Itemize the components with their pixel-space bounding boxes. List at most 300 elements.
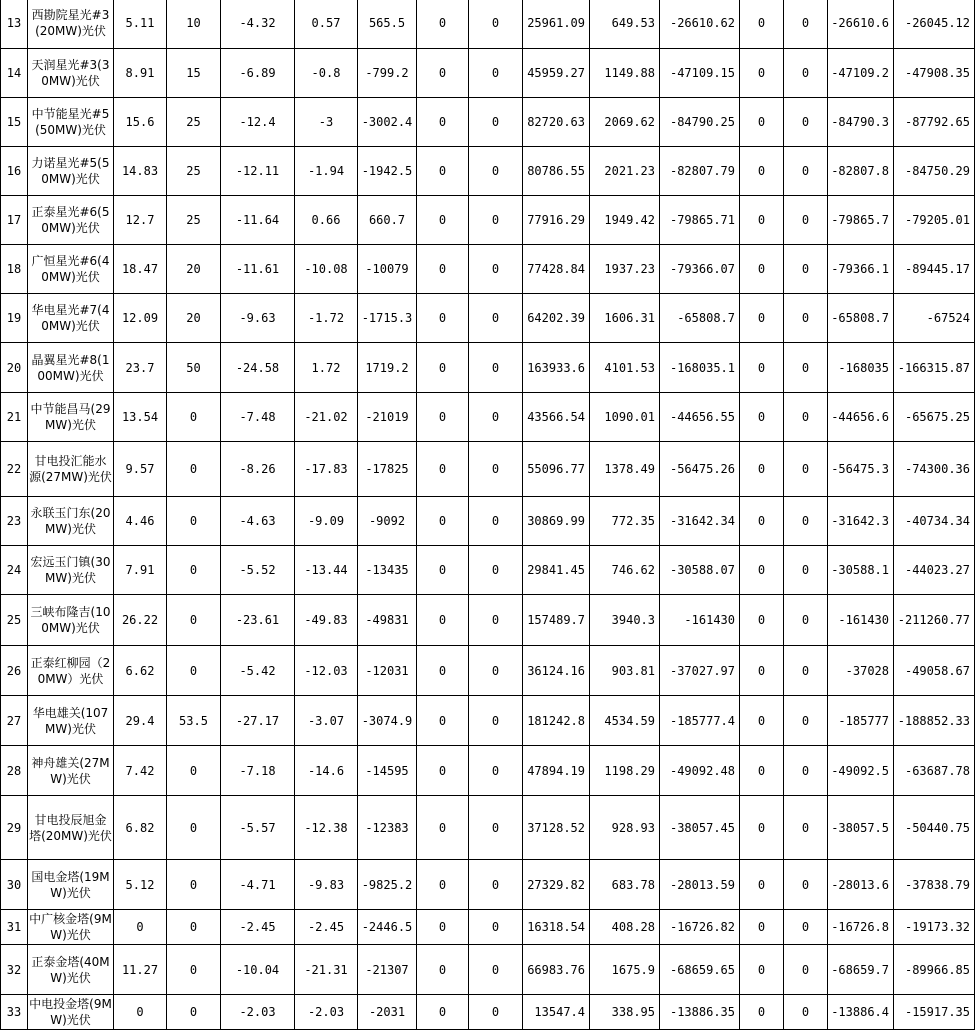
plant-name-cell: 中电投金塔(9MW)光伏	[28, 995, 114, 1030]
value-cell: 0	[114, 910, 167, 945]
value-cell: 0	[167, 995, 221, 1030]
value-cell: 10	[167, 0, 221, 49]
value-cell: 1378.49	[590, 442, 660, 497]
value-cell: 903.81	[590, 646, 660, 696]
value-cell: -68659.65	[660, 945, 740, 995]
value-cell: 0	[469, 546, 523, 595]
table-row	[1, 49, 975, 98]
value-cell: 47894.19	[523, 746, 590, 796]
value-cell: -65808.7	[660, 294, 740, 343]
value-cell: -4.32	[221, 0, 295, 49]
value-cell: 0	[740, 995, 784, 1030]
value-cell: 14.83	[114, 147, 167, 196]
value-cell: 0	[740, 860, 784, 910]
value-cell: 7.42	[114, 746, 167, 796]
value-cell: -28013.59	[660, 860, 740, 910]
value-cell: 1937.23	[590, 245, 660, 294]
table-row	[1, 746, 975, 796]
table-row	[1, 343, 975, 393]
table-row	[1, 595, 975, 646]
row-index-cell: 21	[1, 393, 28, 442]
value-cell: 1.72	[295, 343, 358, 393]
row-index-cell: 29	[1, 796, 28, 860]
value-cell: 12.7	[114, 196, 167, 245]
value-cell: -2.03	[295, 995, 358, 1030]
table-row	[1, 995, 975, 1030]
value-cell: -82807.79	[660, 147, 740, 196]
value-cell: -79205.01	[894, 196, 975, 245]
plant-name-cell: 广恒星光#6(40MW)光伏	[28, 245, 114, 294]
value-cell: 0	[417, 294, 469, 343]
row-index-cell: 27	[1, 696, 28, 746]
value-cell: -4.63	[221, 497, 295, 546]
value-cell: 0	[784, 696, 828, 746]
plant-name-cell: 甘电投汇能水源(27MW)光伏	[28, 442, 114, 497]
value-cell: 29.4	[114, 696, 167, 746]
value-cell: 0	[784, 595, 828, 646]
value-cell: -2031	[358, 995, 417, 1030]
table-row	[1, 442, 975, 497]
value-cell: 0	[417, 497, 469, 546]
plant-name-cell: 正泰星光#6(50MW)光伏	[28, 196, 114, 245]
value-cell: 683.78	[590, 860, 660, 910]
value-cell: 0	[740, 0, 784, 49]
value-cell: 0	[469, 995, 523, 1030]
plant-name-cell: 永联玉门东(20MW)光伏	[28, 497, 114, 546]
value-cell: -21019	[358, 393, 417, 442]
value-cell: -211260.77	[894, 595, 975, 646]
value-cell: 408.28	[590, 910, 660, 945]
value-cell: 157489.7	[523, 595, 590, 646]
value-cell: -6.89	[221, 49, 295, 98]
row-index-cell: 26	[1, 646, 28, 696]
value-cell: -2.03	[221, 995, 295, 1030]
table-row	[1, 860, 975, 910]
value-cell: 0	[469, 393, 523, 442]
value-cell: -15917.35	[894, 995, 975, 1030]
value-cell: -3002.4	[358, 98, 417, 147]
value-cell: -21.02	[295, 393, 358, 442]
value-cell: 0	[469, 0, 523, 49]
value-cell: -44023.27	[894, 546, 975, 595]
value-cell: 25	[167, 98, 221, 147]
value-cell: 0	[167, 860, 221, 910]
value-cell: 77916.29	[523, 196, 590, 245]
value-cell: -10079	[358, 245, 417, 294]
value-cell: 0	[417, 546, 469, 595]
value-cell: 0	[740, 910, 784, 945]
value-cell: 0	[469, 442, 523, 497]
value-cell: 36124.16	[523, 646, 590, 696]
table-row	[1, 393, 975, 442]
value-cell: -31642.34	[660, 497, 740, 546]
row-index-cell: 24	[1, 546, 28, 595]
plant-name-cell: 西勘院星光#3(20MW)光伏	[28, 0, 114, 49]
value-cell: 0	[469, 746, 523, 796]
value-cell: 16318.54	[523, 910, 590, 945]
value-cell: 0	[740, 546, 784, 595]
value-cell: -2446.5	[358, 910, 417, 945]
value-cell: 13.54	[114, 393, 167, 442]
value-cell: 0	[740, 696, 784, 746]
value-cell: -4.71	[221, 860, 295, 910]
value-cell: 0	[784, 995, 828, 1030]
plant-name-cell: 神舟雄关(27MW)光伏	[28, 746, 114, 796]
value-cell: 43566.54	[523, 393, 590, 442]
plant-name-cell: 力诺星光#5(50MW)光伏	[28, 147, 114, 196]
value-cell: -47109.15	[660, 49, 740, 98]
table-row	[1, 646, 975, 696]
value-cell: -11.64	[221, 196, 295, 245]
value-cell: 0	[469, 294, 523, 343]
value-cell: 0	[784, 860, 828, 910]
value-cell: 0	[469, 860, 523, 910]
value-cell: -2.45	[221, 910, 295, 945]
value-cell: 0	[417, 746, 469, 796]
value-cell: -5.57	[221, 796, 295, 860]
value-cell: 0	[740, 294, 784, 343]
value-cell: 15.6	[114, 98, 167, 147]
value-cell: -17.83	[295, 442, 358, 497]
value-cell: -79366.1	[828, 245, 894, 294]
row-index-cell: 25	[1, 595, 28, 646]
table-row	[1, 294, 975, 343]
value-cell: 0	[740, 343, 784, 393]
plant-name-cell: 华电星光#7(40MW)光伏	[28, 294, 114, 343]
value-cell: -82807.8	[828, 147, 894, 196]
value-cell: -79366.07	[660, 245, 740, 294]
value-cell: -68659.7	[828, 945, 894, 995]
value-cell: -5.52	[221, 546, 295, 595]
value-cell: -9825.2	[358, 860, 417, 910]
row-index-cell: 31	[1, 910, 28, 945]
value-cell: -84790.25	[660, 98, 740, 147]
value-cell: 26.22	[114, 595, 167, 646]
value-cell: 0	[417, 343, 469, 393]
value-cell: 1198.29	[590, 746, 660, 796]
value-cell: 0	[417, 393, 469, 442]
value-cell: 30869.99	[523, 497, 590, 546]
value-cell: 6.62	[114, 646, 167, 696]
value-cell: -37028	[828, 646, 894, 696]
value-cell: -11.61	[221, 245, 295, 294]
value-cell: 0	[417, 796, 469, 860]
table-row	[1, 796, 975, 860]
value-cell: -87792.65	[894, 98, 975, 147]
value-cell: 11.27	[114, 945, 167, 995]
value-cell: 27329.82	[523, 860, 590, 910]
value-cell: 15	[167, 49, 221, 98]
value-cell: -12383	[358, 796, 417, 860]
value-cell: 0	[784, 343, 828, 393]
plant-name-cell: 中节能星光#5(50MW)光伏	[28, 98, 114, 147]
value-cell: 0	[114, 995, 167, 1030]
row-index-cell: 18	[1, 245, 28, 294]
row-index-cell: 23	[1, 497, 28, 546]
value-cell: -12.11	[221, 147, 295, 196]
value-cell: -89966.85	[894, 945, 975, 995]
value-cell: 0	[469, 497, 523, 546]
value-cell: 0	[417, 245, 469, 294]
value-cell: -28013.6	[828, 860, 894, 910]
value-cell: 13547.4	[523, 995, 590, 1030]
plant-name-cell: 正泰红柳园（20MW）光伏	[28, 646, 114, 696]
value-cell: -74300.36	[894, 442, 975, 497]
plant-name-cell: 国电金塔(19MW)光伏	[28, 860, 114, 910]
value-cell: 0	[417, 98, 469, 147]
value-cell: 20	[167, 245, 221, 294]
table-row	[1, 696, 975, 746]
value-cell: 0	[784, 294, 828, 343]
value-cell: -13886.4	[828, 995, 894, 1030]
plant-name-cell: 中广核金塔(9MW)光伏	[28, 910, 114, 945]
row-index-cell: 20	[1, 343, 28, 393]
value-cell: 0	[167, 546, 221, 595]
value-cell: 0	[469, 98, 523, 147]
row-index-cell: 13	[1, 0, 28, 49]
value-cell: 12.09	[114, 294, 167, 343]
value-cell: 18.47	[114, 245, 167, 294]
value-cell: -17825	[358, 442, 417, 497]
value-cell: 0	[167, 796, 221, 860]
value-cell: -49.83	[295, 595, 358, 646]
value-cell: 0	[784, 796, 828, 860]
value-cell: -84750.29	[894, 147, 975, 196]
row-index-cell: 33	[1, 995, 28, 1030]
value-cell: 0	[740, 746, 784, 796]
value-cell: 5.11	[114, 0, 167, 49]
value-cell: 1719.2	[358, 343, 417, 393]
table-body	[1, 0, 975, 1030]
value-cell: 0	[167, 393, 221, 442]
value-cell: -65808.7	[828, 294, 894, 343]
value-cell: 0	[417, 196, 469, 245]
plant-name-cell: 天润星光#3(30MW)光伏	[28, 49, 114, 98]
value-cell: -24.58	[221, 343, 295, 393]
value-cell: 0	[784, 442, 828, 497]
value-cell: 29841.45	[523, 546, 590, 595]
plant-name-cell: 中节能昌马(29MW)光伏	[28, 393, 114, 442]
value-cell: 0	[469, 796, 523, 860]
value-cell: 0.57	[295, 0, 358, 49]
value-cell: -40734.34	[894, 497, 975, 546]
value-cell: -5.42	[221, 646, 295, 696]
value-cell: 82720.63	[523, 98, 590, 147]
value-cell: -21307	[358, 945, 417, 995]
value-cell: -49058.67	[894, 646, 975, 696]
value-cell: -168035	[828, 343, 894, 393]
value-cell: 3940.3	[590, 595, 660, 646]
value-cell: 55096.77	[523, 442, 590, 497]
value-cell: 4101.53	[590, 343, 660, 393]
row-index-cell: 14	[1, 49, 28, 98]
value-cell: 0	[167, 646, 221, 696]
value-cell: 1090.01	[590, 393, 660, 442]
value-cell: 0	[784, 393, 828, 442]
value-cell: 0	[469, 646, 523, 696]
table-row	[1, 98, 975, 147]
value-cell: 0	[417, 995, 469, 1030]
value-cell: 0	[469, 343, 523, 393]
value-cell: 0	[784, 49, 828, 98]
value-cell: -14.6	[295, 746, 358, 796]
value-cell: -7.18	[221, 746, 295, 796]
value-cell: -47109.2	[828, 49, 894, 98]
value-cell: 0	[167, 746, 221, 796]
value-cell: 565.5	[358, 0, 417, 49]
value-cell: -12.38	[295, 796, 358, 860]
value-cell: 0	[167, 945, 221, 995]
value-cell: 9.57	[114, 442, 167, 497]
value-cell: -21.31	[295, 945, 358, 995]
value-cell: -38057.45	[660, 796, 740, 860]
value-cell: -13.44	[295, 546, 358, 595]
value-cell: -89445.17	[894, 245, 975, 294]
value-cell: 0	[469, 147, 523, 196]
value-cell: -1715.3	[358, 294, 417, 343]
value-cell: -10.04	[221, 945, 295, 995]
value-cell: -9.09	[295, 497, 358, 546]
value-cell: -188852.33	[894, 696, 975, 746]
plant-name-cell: 甘电投辰旭金塔(20MW)光伏	[28, 796, 114, 860]
value-cell: 0	[417, 860, 469, 910]
value-cell: 0	[740, 646, 784, 696]
value-cell: 0	[784, 245, 828, 294]
value-cell: 0.66	[295, 196, 358, 245]
value-cell: 0	[784, 945, 828, 995]
value-cell: -79865.71	[660, 196, 740, 245]
value-cell: 2069.62	[590, 98, 660, 147]
value-cell: 0	[784, 646, 828, 696]
value-cell: -31642.3	[828, 497, 894, 546]
value-cell: -9092	[358, 497, 417, 546]
value-cell: -65675.25	[894, 393, 975, 442]
value-cell: 50	[167, 343, 221, 393]
value-cell: 7.91	[114, 546, 167, 595]
value-cell: 2021.23	[590, 147, 660, 196]
value-cell: 23.7	[114, 343, 167, 393]
value-cell: -161430	[828, 595, 894, 646]
value-cell: 0	[740, 245, 784, 294]
value-cell: 649.53	[590, 0, 660, 49]
value-cell: -56475.3	[828, 442, 894, 497]
value-cell: -161430	[660, 595, 740, 646]
value-cell: -30588.07	[660, 546, 740, 595]
value-cell: -27.17	[221, 696, 295, 746]
table-row	[1, 497, 975, 546]
value-cell: -26610.62	[660, 0, 740, 49]
value-cell: 0	[417, 646, 469, 696]
row-index-cell: 30	[1, 860, 28, 910]
value-cell: -37027.97	[660, 646, 740, 696]
value-cell: -14595	[358, 746, 417, 796]
value-cell: -799.2	[358, 49, 417, 98]
value-cell: 5.12	[114, 860, 167, 910]
value-cell: 0	[167, 497, 221, 546]
value-cell: 0	[740, 147, 784, 196]
value-cell: 4.46	[114, 497, 167, 546]
value-cell: 4534.59	[590, 696, 660, 746]
value-cell: -56475.26	[660, 442, 740, 497]
value-cell: 0	[167, 595, 221, 646]
value-cell: -185777.4	[660, 696, 740, 746]
value-cell: -19173.32	[894, 910, 975, 945]
value-cell: -44656.55	[660, 393, 740, 442]
table-row	[1, 945, 975, 995]
value-cell: -63687.78	[894, 746, 975, 796]
value-cell: 0	[417, 945, 469, 995]
table-row	[1, 910, 975, 945]
value-cell: 64202.39	[523, 294, 590, 343]
value-cell: 0	[740, 595, 784, 646]
value-cell: 0	[740, 497, 784, 546]
value-cell: -84790.3	[828, 98, 894, 147]
value-cell: -44656.6	[828, 393, 894, 442]
value-cell: -8.26	[221, 442, 295, 497]
row-index-cell: 19	[1, 294, 28, 343]
row-index-cell: 16	[1, 147, 28, 196]
value-cell: -50440.75	[894, 796, 975, 860]
value-cell: 0	[417, 147, 469, 196]
value-cell: 0	[740, 196, 784, 245]
value-cell: 25	[167, 196, 221, 245]
value-cell: 1606.31	[590, 294, 660, 343]
value-cell: -26045.12	[894, 0, 975, 49]
value-cell: 0	[167, 910, 221, 945]
value-cell: -166315.87	[894, 343, 975, 393]
value-cell: -16726.82	[660, 910, 740, 945]
value-cell: 0	[417, 0, 469, 49]
value-cell: -37838.79	[894, 860, 975, 910]
value-cell: 0	[784, 98, 828, 147]
value-cell: 0	[784, 546, 828, 595]
value-cell: 0	[740, 945, 784, 995]
value-cell: 0	[469, 245, 523, 294]
value-cell: -79865.7	[828, 196, 894, 245]
value-cell: 0	[417, 696, 469, 746]
value-cell: 37128.52	[523, 796, 590, 860]
value-cell: 25961.09	[523, 0, 590, 49]
value-cell: -9.63	[221, 294, 295, 343]
value-cell: 66983.76	[523, 945, 590, 995]
value-cell: 772.35	[590, 497, 660, 546]
value-cell: -10.08	[295, 245, 358, 294]
table-row	[1, 245, 975, 294]
value-cell: 6.82	[114, 796, 167, 860]
value-cell: 1675.9	[590, 945, 660, 995]
value-cell: 0	[784, 0, 828, 49]
value-cell: -12.03	[295, 646, 358, 696]
value-cell: 20	[167, 294, 221, 343]
row-index-cell: 22	[1, 442, 28, 497]
value-cell: 0	[469, 910, 523, 945]
table-row	[1, 147, 975, 196]
value-cell: 0	[740, 796, 784, 860]
value-cell: 660.7	[358, 196, 417, 245]
value-cell: -12.4	[221, 98, 295, 147]
value-cell: 0	[784, 910, 828, 945]
row-index-cell: 28	[1, 746, 28, 796]
value-cell: -9.83	[295, 860, 358, 910]
value-cell: 338.95	[590, 995, 660, 1030]
value-cell: 0	[740, 393, 784, 442]
value-cell: 0	[469, 696, 523, 746]
table-row	[1, 0, 975, 49]
value-cell: -12031	[358, 646, 417, 696]
plant-name-cell: 华电雄关(107MW)光伏	[28, 696, 114, 746]
value-cell: -30588.1	[828, 546, 894, 595]
value-cell: -16726.8	[828, 910, 894, 945]
